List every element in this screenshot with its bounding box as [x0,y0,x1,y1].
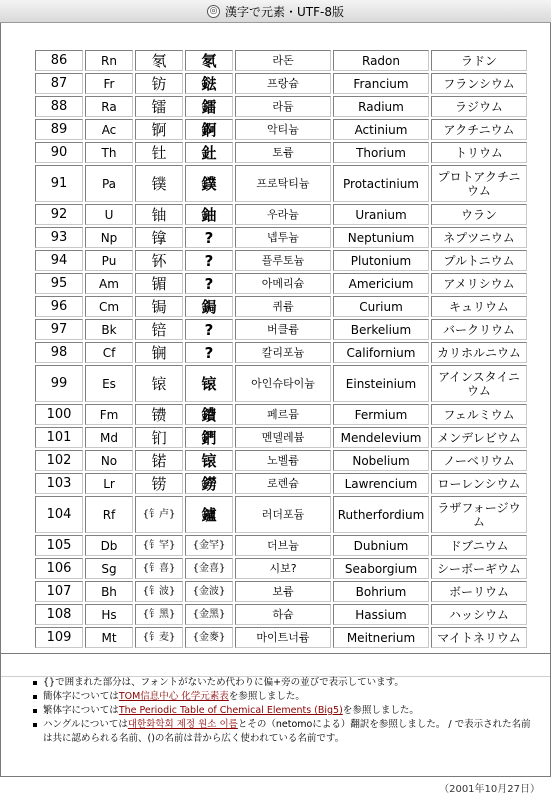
english-name: Neptunium [333,227,429,248]
simplified-hanzi: 镭 [135,96,183,117]
japanese-name: ハッシウム [431,604,527,625]
atomic-number: 99 [35,365,83,402]
korean-name: 아인슈타이늄 [235,365,331,402]
korean-name: 멘델레븀 [235,427,331,448]
element-symbol: Rn [85,50,133,71]
simplified-hanzi: 锔 [135,296,183,317]
korean-name: 칼리포늄 [235,342,331,363]
elements-table [33,48,529,650]
traditional-hanzi: 锿 [185,450,233,471]
traditional-hanzi: 鍆 [185,427,233,448]
japanese-name: ウラン [431,204,527,225]
element-symbol: Bk [85,319,133,340]
traditional-hanzi: ? [185,319,233,340]
table-row [35,450,527,471]
note-item [31,718,531,746]
atomic-number: 100 [35,404,83,425]
traditional-hanzi: 锿 [185,365,233,402]
english-name: Rutherfordium [333,496,429,533]
english-name: Radium [333,96,429,117]
atomic-number: 104 [35,496,83,533]
korean-name: 로렌슘 [235,473,331,494]
element-symbol: Cf [85,342,133,363]
element-symbol: Lr [85,473,133,494]
elements-table-body [35,50,527,648]
simplified-hanzi: 镤 [135,165,183,202]
atomic-number: 109 [35,627,83,648]
note-link[interactable]: The Periodic Table of Chemical Elements (Big5) [118,705,343,716]
japanese-name: アメリシウム [431,273,527,294]
atomic-number: 103 [35,473,83,494]
element-symbol: Fm [85,404,133,425]
atomic-number: 101 [35,427,83,448]
simplified-hanzi: 锫 [135,319,183,340]
element-symbol: U [85,204,133,225]
japanese-name: プルトニウム [431,250,527,271]
table-row [35,204,527,225]
japanese-name: マイトネリウム [431,627,527,648]
table-row [35,342,527,363]
simplified-hanzi: 钫 [135,73,183,94]
korean-name: 하슘 [235,604,331,625]
element-symbol: Fr [85,73,133,94]
atomic-number: 105 [35,535,83,556]
english-name: Curium [333,296,429,317]
japanese-name: シーボーギウム [431,558,527,579]
korean-name: 넵투늄 [235,227,331,248]
english-name: Americium [333,273,429,294]
simplified-hanzi: 锿 [135,365,183,402]
note-text: 繁体字については [43,705,119,716]
traditional-hanzi: 鐨 [185,404,233,425]
atomic-number: 92 [35,204,83,225]
japanese-name: ボーリウム [431,581,527,602]
english-name: Bohrium [333,581,429,602]
english-name: Mendelevium [333,427,429,448]
table-row [35,535,527,556]
table-row [35,404,527,425]
english-name: Seaborgium [333,558,429,579]
element-symbol: Pu [85,250,133,271]
simplified-hanzi: 钔 [135,427,183,448]
note-item [31,676,531,690]
japanese-name: カリホルニウム [431,342,527,363]
traditional-hanzi: ? [185,342,233,363]
element-symbol: Th [85,142,133,163]
element-symbol: Db [85,535,133,556]
table-row [35,558,527,579]
note-text: ハングルについては [43,719,128,730]
page-date: （2001年10月27日） [439,784,540,795]
japanese-name: フェルミウム [431,404,527,425]
japanese-name: バークリウム [431,319,527,340]
korean-name: 러더포듐 [235,496,331,533]
traditional-hanzi: 鑪 [185,496,233,533]
table-row [35,73,527,94]
window-title: 漢字で元素・UTF-8版 [225,4,344,19]
english-name: Meitnerium [333,627,429,648]
element-symbol: Rf [85,496,133,533]
table-row [35,50,527,71]
english-name: Lawrencium [333,473,429,494]
atomic-number: 108 [35,604,83,625]
table-row [35,427,527,448]
table-row [35,296,527,317]
english-name: Actinium [333,119,429,140]
japanese-name: ローレンシウム [431,473,527,494]
section-divider [1,653,550,654]
korean-name: 프로탁티늄 [235,165,331,202]
korean-name: 아메리슘 [235,273,331,294]
simplified-hanzi: 钚 [135,250,183,271]
note-text: {}で囲まれた部分は、フォントがないため代わりに偏+旁の並びで表示しています。 [43,677,404,688]
table-row [35,473,527,494]
traditional-hanzi: {金罕} [185,535,233,556]
simplified-hanzi: {钅麦} [135,627,183,648]
simplified-hanzi: 铀 [135,204,183,225]
traditional-hanzi: 錒 [185,119,233,140]
traditional-hanzi: ? [185,250,233,271]
simplified-hanzi: {钅喜} [135,558,183,579]
element-symbol: Pa [85,165,133,202]
element-symbol: Am [85,273,133,294]
table-row [35,319,527,340]
english-name: Dubnium [333,535,429,556]
english-name: Berkelium [333,319,429,340]
japanese-name: ドブニウム [431,535,527,556]
traditional-hanzi: {金麥} [185,627,233,648]
simplified-hanzi: 铹 [135,473,183,494]
japanese-name: キュリウム [431,296,527,317]
english-name: Californium [333,342,429,363]
korean-name: 퀴륨 [235,296,331,317]
atomic-number: 94 [35,250,83,271]
note-item [31,704,531,718]
atomic-number: 88 [35,96,83,117]
english-name: Uranium [333,204,429,225]
english-name: Nobelium [333,450,429,471]
element-symbol: Mt [85,627,133,648]
japanese-name: プロトアクチニウム [431,165,527,202]
english-name: Radon [333,50,429,71]
traditional-hanzi: {金黑} [185,604,233,625]
japanese-name: ノーベリウム [431,450,527,471]
korean-name: 라듐 [235,96,331,117]
note-text: 簡体字については [43,691,119,702]
simplified-hanzi: {钅波} [135,581,183,602]
table-row [35,273,527,294]
element-symbol: Sg [85,558,133,579]
table-row [35,365,527,402]
table-row [35,496,527,533]
simplified-hanzi: {钅黑} [135,604,183,625]
japanese-name: トリウム [431,142,527,163]
atomic-number: 98 [35,342,83,363]
simplified-hanzi: 锎 [135,342,183,363]
traditional-hanzi: 釷 [185,142,233,163]
atomic-number: 106 [35,558,83,579]
note-item [31,690,531,704]
simplified-hanzi: {钅罕} [135,535,183,556]
english-name: Francium [333,73,429,94]
traditional-hanzi: 氡 [185,50,233,71]
traditional-hanzi: 鏷 [185,165,233,202]
element-symbol: Bh [85,581,133,602]
atomic-number: 93 [35,227,83,248]
traditional-hanzi: 鍅 [185,73,233,94]
japanese-name: アクチニウム [431,119,527,140]
element-symbol: Cm [85,296,133,317]
table-row [35,227,527,248]
traditional-hanzi: ? [185,273,233,294]
table-row [35,581,527,602]
element-symbol: Ra [85,96,133,117]
simplified-hanzi: 锘 [135,450,183,471]
korean-name: 프랑슘 [235,73,331,94]
note-link[interactable]: 대한화학회 제정 원소 이름 [127,719,238,730]
notes-list [31,676,531,746]
atomic-number: 89 [35,119,83,140]
element-symbol: Np [85,227,133,248]
table-row [35,165,527,202]
korean-name: 더브늄 [235,535,331,556]
table-row [35,604,527,625]
table-row [35,119,527,140]
atomic-number: 90 [35,142,83,163]
japanese-name: ラジウム [431,96,527,117]
note-link[interactable]: TOM信息中心 化学元素表 [118,691,229,702]
traditional-hanzi: 鐳 [185,96,233,117]
traditional-hanzi: ? [185,227,233,248]
english-name: Plutonium [333,250,429,271]
simplified-hanzi: 镎 [135,227,183,248]
traditional-hanzi: 鈾 [185,204,233,225]
element-symbol: Hs [85,604,133,625]
english-name: Thorium [333,142,429,163]
element-symbol: No [85,450,133,471]
table-row [35,142,527,163]
korean-name: 라돈 [235,50,331,71]
korean-name: 시보? [235,558,331,579]
atomic-number: 97 [35,319,83,340]
table-row [35,627,527,648]
japanese-name: フランシウム [431,73,527,94]
japanese-name: ラザフォージウム [431,496,527,533]
element-symbol: Md [85,427,133,448]
globe-icon: ◎ [207,5,220,18]
note-text-after: とその（netomoによる）翻訳を参照しました。 / で表示された名前は共に認められる名前、()の名前は昔から広く使われている名前です。 [43,719,531,744]
atomic-number: 102 [35,450,83,471]
korean-name: 플루토늄 [235,250,331,271]
simplified-hanzi: 镅 [135,273,183,294]
traditional-hanzi: 鋦 [185,296,233,317]
simplified-hanzi: 氡 [135,50,183,71]
atomic-number: 86 [35,50,83,71]
atomic-number: 96 [35,296,83,317]
traditional-hanzi: {金波} [185,581,233,602]
english-name: Hassium [333,604,429,625]
japanese-name: メンデレビウム [431,427,527,448]
table-row [35,250,527,271]
atomic-number: 91 [35,165,83,202]
table-row [35,96,527,117]
simplified-hanzi: 镄 [135,404,183,425]
element-symbol: Ac [85,119,133,140]
korean-name: 토륨 [235,142,331,163]
atomic-number: 87 [35,73,83,94]
korean-name: 노벨륨 [235,450,331,471]
japanese-name: ネプツニウム [431,227,527,248]
korean-name: 마이트너륨 [235,627,331,648]
korean-name: 보륨 [235,581,331,602]
element-symbol: Es [85,365,133,402]
english-name: Protactinium [333,165,429,202]
simplified-hanzi: {钅卢} [135,496,183,533]
english-name: Fermium [333,404,429,425]
window-titlebar[interactable] [0,0,551,23]
note-text-after: を参照しました。 [228,691,305,702]
traditional-hanzi: 鐒 [185,473,233,494]
simplified-hanzi: 锕 [135,119,183,140]
atomic-number: 107 [35,581,83,602]
note-text-after: を参照しました。 [342,705,419,716]
atomic-number: 95 [35,273,83,294]
japanese-name: アインスタイニウム [431,365,527,402]
korean-name: 악티늄 [235,119,331,140]
japanese-name: ラドン [431,50,527,71]
simplified-hanzi: 钍 [135,142,183,163]
korean-name: 우라늄 [235,204,331,225]
korean-name: 버클륨 [235,319,331,340]
page-frame [0,23,551,795]
traditional-hanzi: {金喜} [185,558,233,579]
english-name: Einsteinium [333,365,429,402]
korean-name: 페르뮴 [235,404,331,425]
